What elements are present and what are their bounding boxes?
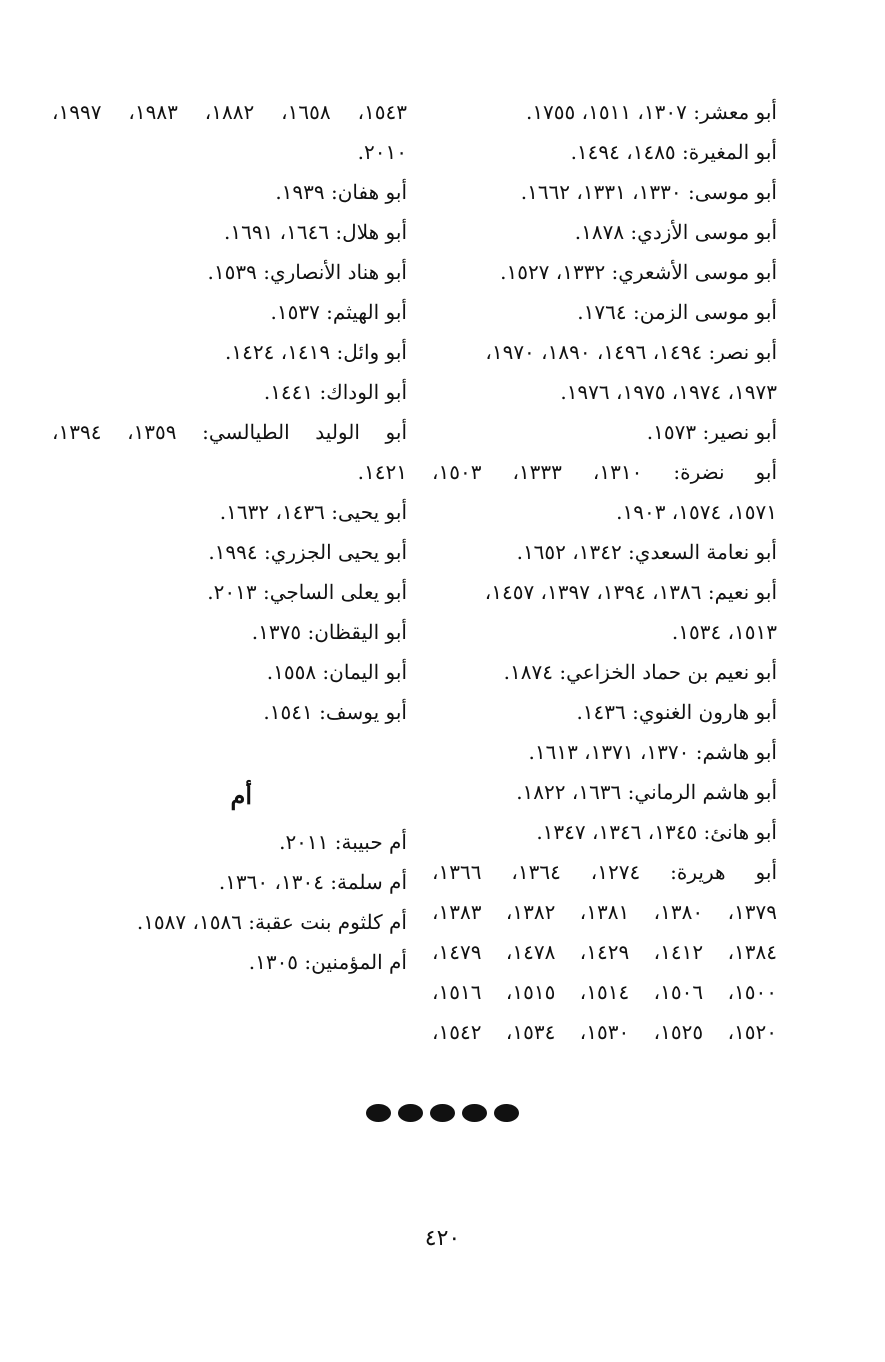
index-entry: أبو نصر: ١٤٩٤، ١٤٩٦، ١٨٩٠، ١٩٧٠،: [485, 340, 777, 364]
right-column: [432, 92, 777, 1052]
index-entry: أبو يحيى الجزري: ١٩٩٤.: [208, 540, 407, 564]
index-entry: أبو نضرة: ١٣١٠، ١٣٣٣، ١٥٠٣،: [432, 460, 777, 484]
index-entry: أبو يعلى الساجي: ٢٠١٣.: [207, 580, 407, 604]
index-entry-continuation: ٢٠١٠.: [357, 140, 407, 164]
index-entry-continuation: ١٥٢٠، ١٥٢٥، ١٥٣٠، ١٥٣٤، ١٥٤٢،: [432, 1020, 777, 1044]
index-entry: أبو نعيم بن حماد الخزاعي: ١٨٧٤.: [503, 660, 777, 684]
index-entry: أبو معشر: ١٣٠٧، ١٥١١، ١٧٥٥.: [525, 100, 777, 124]
index-entry: أبو اليمان: ١٥٥٨.: [266, 660, 407, 684]
index-entry: أبو نصير: ١٥٧٣.: [646, 420, 777, 444]
index-entry: أبو موسى الأزدي: ١٨٧٨.: [574, 220, 777, 244]
separator-dot: [398, 1104, 423, 1122]
page-number: ٤٢٠: [424, 1226, 461, 1251]
index-entry-continuation: ١٥١٣، ١٥٣٤.: [671, 620, 777, 644]
index-entry-continuation: ١٤٢١.: [357, 460, 407, 484]
index-entry: أبو موسى الزمن: ١٧٦٤.: [577, 300, 777, 324]
index-entry: أم سلمة: ١٣٠٤، ١٣٦٠.: [218, 870, 407, 894]
left-column: [52, 92, 407, 982]
separator-dots: [0, 1104, 885, 1122]
section-heading: أم: [230, 781, 252, 810]
separator-dot: [494, 1104, 519, 1122]
index-entry: أم كلثوم بنت عقبة: ١٥٨٦، ١٥٨٧.: [136, 910, 407, 934]
index-entry: أم المؤمنين: ١٣٠٥.: [248, 950, 407, 974]
index-entry: أبو يوسف: ١٥٤١.: [263, 700, 407, 724]
index-entry-continuation: ١٥٠٠، ١٥٠٦، ١٥١٤، ١٥١٥، ١٥١٦،: [432, 980, 777, 1004]
separator-dot: [366, 1104, 391, 1122]
index-entry: أبو المغيرة: ١٤٨٥، ١٤٩٤.: [570, 140, 777, 164]
index-entry: أبو هفان: ١٩٣٩.: [275, 180, 407, 204]
index-entry: أبو نعامة السعدي: ١٣٤٢، ١٦٥٢.: [516, 540, 777, 564]
index-entry: أبو هانئ: ١٣٤٥، ١٣٤٦، ١٣٤٧.: [536, 820, 777, 844]
index-entry: أبو وائل: ١٤١٩، ١٤٢٤.: [225, 340, 407, 364]
index-entry-continuation: ١٥٧١، ١٥٧٤، ١٩٠٣.: [616, 500, 777, 524]
index-entry: أبو موسى: ١٣٣٠، ١٣٣١، ١٦٦٢.: [520, 180, 777, 204]
separator-dot: [462, 1104, 487, 1122]
index-entry: أبو اليقظان: ١٣٧٥.: [251, 620, 407, 644]
index-entry: أبو الهيثم: ١٥٣٧.: [270, 300, 407, 324]
index-entry-continuation: ١٥٤٣، ١٦٥٨، ١٨٨٢، ١٩٨٣، ١٩٩٧،: [52, 100, 407, 124]
index-entry-continuation: ١٣٧٩، ١٣٨٠، ١٣٨١، ١٣٨٢، ١٣٨٣،: [432, 900, 777, 924]
index-entry: أبو موسى الأشعري: ١٣٣٢، ١٥٢٧.: [500, 260, 777, 284]
index-entry: أبو الوداك: ١٤٤١.: [263, 380, 407, 404]
index-entry: أم حبيبة: ٢٠١١.: [279, 830, 407, 854]
index-entry: أبو يحيى: ١٤٣٦، ١٦٣٢.: [219, 500, 407, 524]
index-entry: أبو هارون الغنوي: ١٤٣٦.: [576, 700, 777, 724]
index-entry: أبو هناد الأنصاري: ١٥٣٩.: [207, 260, 407, 284]
index-entry: أبو هاشم: ١٣٧٠، ١٣٧١، ١٦١٣.: [528, 740, 777, 764]
index-entry: أبو هريرة: ١٢٧٤، ١٣٦٤، ١٣٦٦،: [432, 860, 777, 884]
index-entry: أبو الوليد الطيالسي: ١٣٥٩، ١٣٩٤،: [52, 420, 407, 444]
index-entry-continuation: ١٣٨٤، ١٤١٢، ١٤٢٩، ١٤٧٨، ١٤٧٩،: [432, 940, 777, 964]
index-entry: أبو نعيم: ١٣٨٦، ١٣٩٤، ١٣٩٧، ١٤٥٧،: [484, 580, 777, 604]
index-entry: أبو هلال: ١٦٤٦، ١٦٩١.: [223, 220, 407, 244]
index-entry: أبو هاشم الرماني: ١٦٣٦، ١٨٢٢.: [516, 780, 777, 804]
index-entry-continuation: ١٩٧٣، ١٩٧٤، ١٩٧٥، ١٩٧٦.: [560, 380, 777, 404]
separator-dot: [430, 1104, 455, 1122]
